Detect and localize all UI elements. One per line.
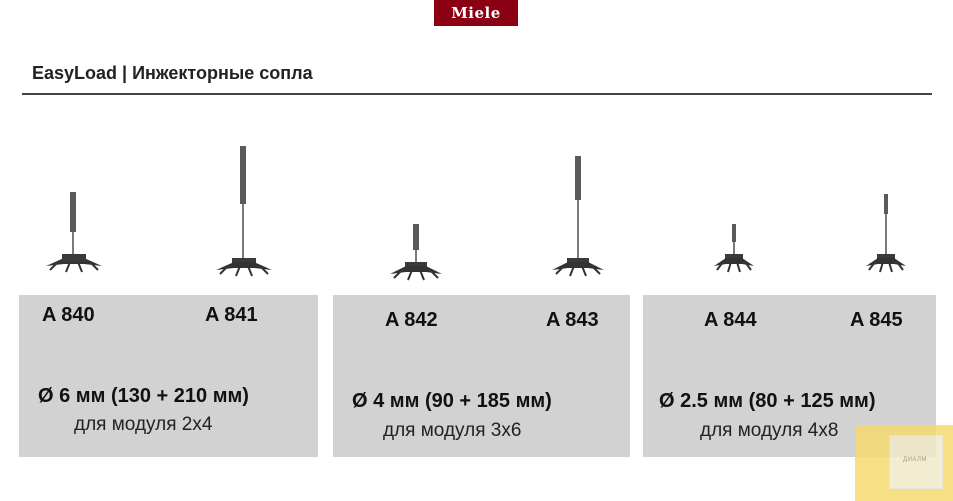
module-label: для модуля 4x8 (700, 420, 839, 441)
model-label: A 844 (704, 309, 757, 331)
model-label: A 842 (385, 309, 438, 331)
module-label: для модуля 3x6 (383, 420, 522, 441)
page-title: EasyLoad | Инжекторные сопла (32, 63, 313, 83)
model-label: A 840 (42, 304, 95, 326)
watermark-logo (855, 425, 953, 501)
model-label: A 841 (205, 304, 258, 326)
model-label: A 845 (850, 309, 903, 331)
nozzle-spec: Ø 6 мм (130 + 210 мм) (38, 385, 249, 407)
nozzle-a840-icon (44, 188, 104, 278)
nozzle-a841-icon (214, 144, 274, 280)
nozzle-a843-icon (550, 154, 606, 280)
nozzle-a842-icon (388, 222, 444, 284)
miele-logo: Miele (434, 0, 518, 26)
nozzle-a844-icon (712, 222, 756, 276)
title-divider (22, 93, 932, 95)
nozzle-a845-icon (864, 192, 908, 276)
model-label: A 843 (546, 309, 599, 331)
watermark-text: ДИАЛМ (903, 457, 927, 463)
nozzle-spec: Ø 4 мм (90 + 185 мм) (352, 390, 552, 412)
nozzle-spec: Ø 2.5 мм (80 + 125 мм) (659, 390, 876, 412)
module-label: для модуля 2x4 (74, 414, 213, 435)
